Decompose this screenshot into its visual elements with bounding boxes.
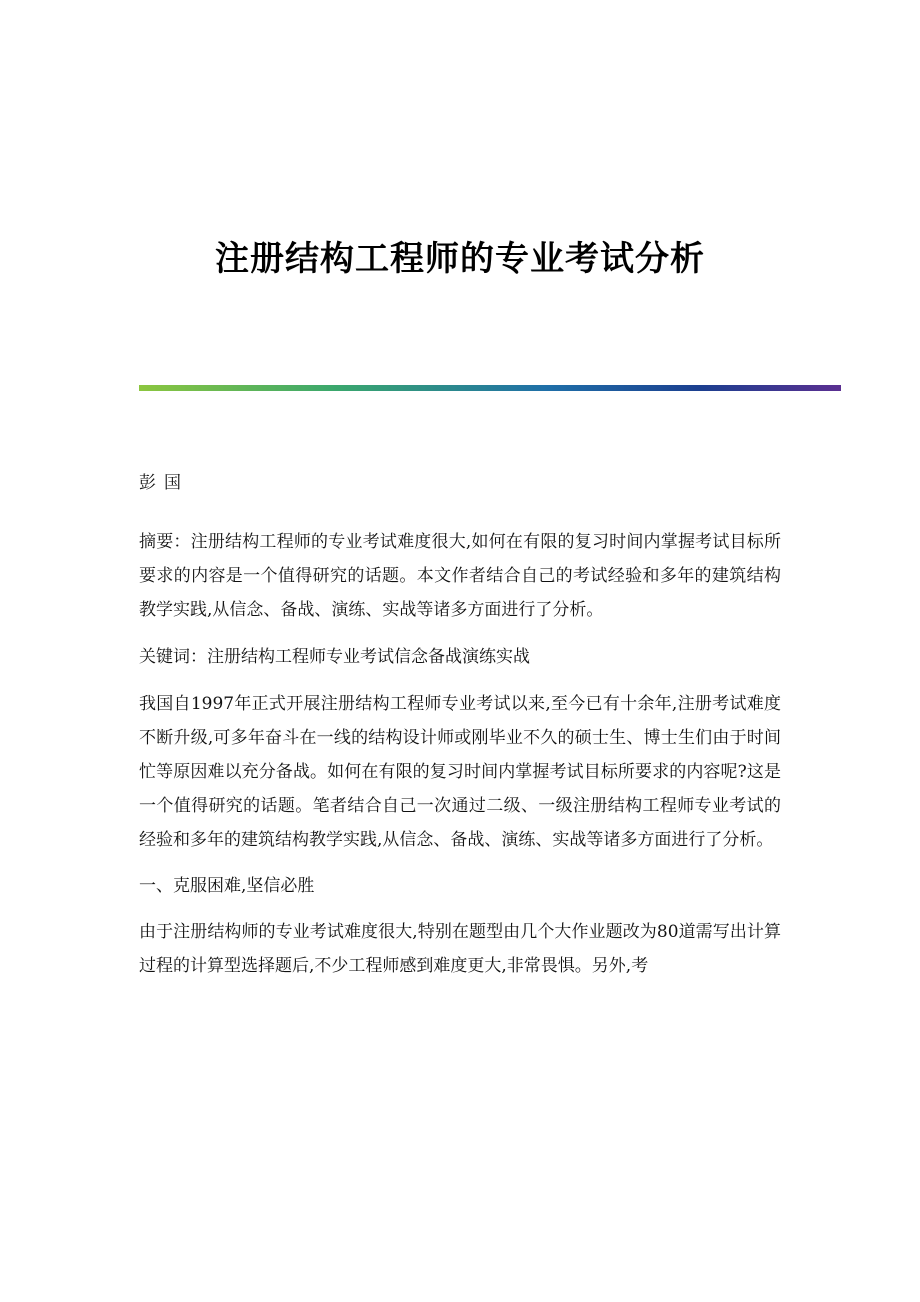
document-body xyxy=(139,525,781,983)
section-body-paragraph: 由于注册结构师的专业考试难度很大,特别在题型由几个大作业题改为80道需写出计算过程的计算型选择题后,不少工程师感到难度更大,非常畏惧。另外,考 xyxy=(139,922,781,976)
abstract-paragraph: 摘要：注册结构工程师的专业考试难度很大,如何在有限的复习时间内掌握考试目标所要求的内容是一个值得研究的话题。本文作者结合自己的考试经验和多年的建筑结构教学实践,从信念、备战、演练、实战等诸多方面进行了分析。 xyxy=(139,532,781,620)
document-title: 注册结构工程师的专业考试分析 xyxy=(215,238,705,279)
section-heading: 一、克服困难,坚信必胜 xyxy=(139,876,315,896)
title-divider-bar xyxy=(139,385,841,391)
keywords-paragraph: 关键词：注册结构工程师专业考试信念备战演练实战 xyxy=(139,647,530,667)
author-name: 彭国 xyxy=(139,473,189,493)
intro-paragraph: 我国自1997年正式开展注册结构工程师专业考试以来,至今已有十余年,注册考试难度不断升级,可多年奋斗在一线的结构设计师或刚毕业不久的硕士生、博士生们由于时间忙等原因难以充分备战。如何在有限的复习时间内掌握考试目标所要求的内容呢?这是一个值得研究的话题。笔者结合自己一次通过二级、一级注册结构工程师专业考试的经验和多年的建筑结构教学实践,从信念、备战、演练、实战等诸多方面进行了分析。 xyxy=(139,694,781,850)
